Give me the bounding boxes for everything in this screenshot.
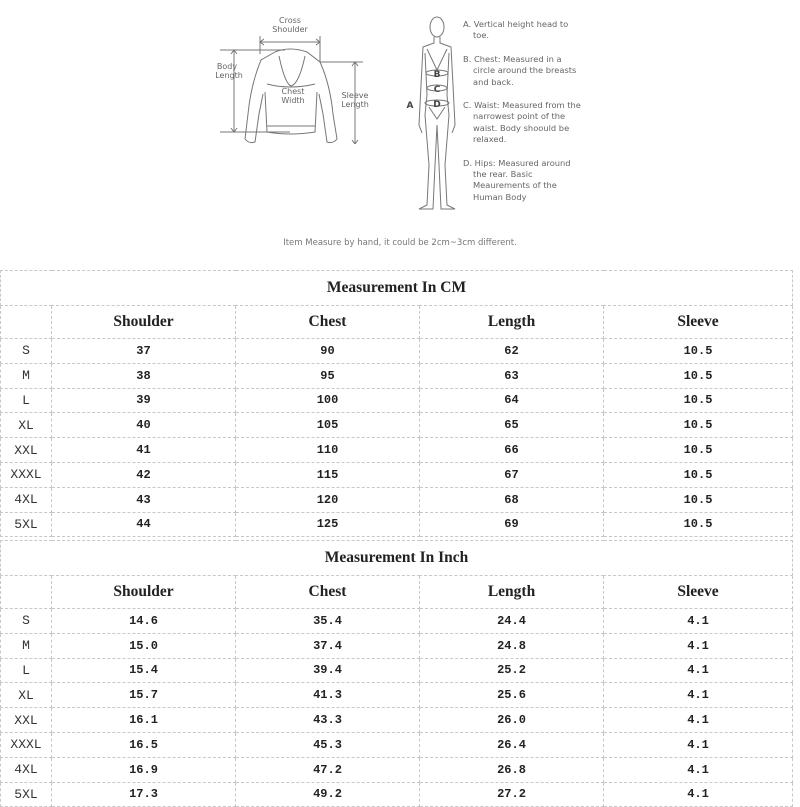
measurement-cell: 15.0	[52, 633, 236, 658]
measurement-cell: 10.5	[604, 462, 793, 487]
measurement-cell: 14.6	[52, 609, 236, 634]
measurement-cell: 16.9	[52, 757, 236, 782]
size-label: 4XL	[1, 487, 52, 512]
measurement-cell: 105	[236, 413, 420, 438]
table-row	[1, 388, 793, 413]
measurement-cell: 15.4	[52, 658, 236, 683]
measurement-cell: 41	[52, 438, 236, 463]
svg-text:Length: Length	[341, 100, 369, 109]
table-row	[1, 363, 793, 388]
measurement-cell: 4.1	[604, 609, 793, 634]
size-table-cm	[0, 270, 793, 537]
measurement-cell: 68	[420, 487, 604, 512]
size-label: XXXL	[1, 732, 52, 757]
measurement-cell: 47.2	[236, 757, 420, 782]
size-label: S	[1, 609, 52, 634]
measurement-cell: 4.1	[604, 633, 793, 658]
measurement-cell: 4.1	[604, 757, 793, 782]
measurement-cell: 10.5	[604, 413, 793, 438]
note-a: A. Vertical height head to toe.	[463, 19, 569, 41]
size-label: XXL	[1, 438, 52, 463]
svg-text:Body: Body	[216, 62, 238, 71]
measurement-cell: 4.1	[604, 782, 793, 807]
measurement-cell: 90	[236, 339, 420, 364]
measurement-cell: 42	[52, 462, 236, 487]
svg-text:B: B	[433, 70, 441, 80]
measurement-cell: 120	[236, 487, 420, 512]
header-cell: Sleeve	[604, 576, 793, 609]
table-row	[1, 512, 793, 537]
note-c: C. Waist: Measured from the narrowest point of the waist. Body shoould be relaxed.	[463, 100, 581, 145]
measurement-cell: 66	[420, 438, 604, 463]
measurement-cell: 39.4	[236, 658, 420, 683]
svg-text:D: D	[433, 100, 441, 110]
table-row	[1, 413, 793, 438]
measurement-cell: 43	[52, 487, 236, 512]
header-cell: Shoulder	[52, 576, 236, 609]
note-b: B. Chest: Measured in a circle around the breasts and back.	[463, 53, 577, 87]
size-label: XXL	[1, 708, 52, 733]
measurement-cell: 63	[420, 363, 604, 388]
header-cell: Shoulder	[52, 306, 236, 339]
measurement-cell: 69	[420, 512, 604, 537]
size-label: L	[1, 658, 52, 683]
table-row	[1, 633, 793, 658]
size-label: XL	[1, 413, 52, 438]
table-row	[1, 708, 793, 733]
measurement-cell: 4.1	[604, 732, 793, 757]
measurement-cell: 26.4	[420, 732, 604, 757]
measurement-cell: 40	[52, 413, 236, 438]
header-cell: Chest	[236, 306, 420, 339]
measurement-cell: 44	[52, 512, 236, 537]
measurement-cell: 16.1	[52, 708, 236, 733]
measurement-cell: 4.1	[604, 658, 793, 683]
table-header-row	[1, 306, 793, 339]
measurement-cell: 67	[420, 462, 604, 487]
measurement-cell: 4.1	[604, 708, 793, 733]
measurement-cell: 115	[236, 462, 420, 487]
svg-text:Length: Length	[215, 71, 243, 80]
measurement-cell: 37.4	[236, 633, 420, 658]
svg-text:Sleeve: Sleeve	[341, 91, 369, 100]
header-cell: Length	[420, 576, 604, 609]
size-label: M	[1, 633, 52, 658]
measurement-cell: 100	[236, 388, 420, 413]
measurement-cell: 110	[236, 438, 420, 463]
table-row	[1, 438, 793, 463]
measurement-cell: 95	[236, 363, 420, 388]
table-title: Measurement In CM	[1, 271, 793, 306]
garment-sketch-icon	[215, 14, 375, 144]
table-row	[1, 732, 793, 757]
measurement-cell: 35.4	[236, 609, 420, 634]
note-d: D. Hips: Measured around the rear. Basic Meaurements of the Human Body	[463, 157, 571, 202]
measurement-cell: 24.4	[420, 609, 604, 634]
measurement-cell: 39	[52, 388, 236, 413]
size-label: XL	[1, 683, 52, 708]
size-label: 5XL	[1, 782, 52, 807]
table-title: Measurement In Inch	[1, 541, 793, 576]
header-cell	[1, 306, 52, 339]
size-label: S	[1, 339, 52, 364]
table-header-row	[1, 576, 793, 609]
table-row	[1, 339, 793, 364]
measurement-cell: 26.0	[420, 708, 604, 733]
table-row	[1, 487, 793, 512]
size-label: L	[1, 388, 52, 413]
human-body-figure-icon	[405, 15, 465, 215]
svg-text:Cross: Cross	[279, 16, 301, 25]
size-label: XXXL	[1, 462, 52, 487]
measurement-cell: 65	[420, 413, 604, 438]
measurement-cell: 26.8	[420, 757, 604, 782]
svg-text:Width: Width	[281, 96, 305, 105]
header-cell: Sleeve	[604, 306, 793, 339]
measurement-cell: 10.5	[604, 388, 793, 413]
measurement-cell: 45.3	[236, 732, 420, 757]
measurement-cell: 43.3	[236, 708, 420, 733]
table-row	[1, 683, 793, 708]
measurement-cell: 62	[420, 339, 604, 364]
measurement-disclaimer: Item Measure by hand, it could be 2cm~3cm different.	[283, 238, 517, 248]
measurement-cell: 24.8	[420, 633, 604, 658]
measurement-diagram	[0, 0, 800, 260]
svg-text:A: A	[406, 101, 414, 111]
body-measurement-notes	[463, 19, 583, 215]
measurement-cell: 10.5	[604, 438, 793, 463]
measurement-cell: 25.2	[420, 658, 604, 683]
table-row	[1, 609, 793, 634]
measurement-cell: 64	[420, 388, 604, 413]
measurement-cell: 49.2	[236, 782, 420, 807]
measurement-cell: 125	[236, 512, 420, 537]
table-row	[1, 757, 793, 782]
measurement-cell: 10.5	[604, 339, 793, 364]
measurement-cell: 10.5	[604, 512, 793, 537]
measurement-cell: 25.6	[420, 683, 604, 708]
table-row	[1, 658, 793, 683]
measurement-cell: 16.5	[52, 732, 236, 757]
size-label: 4XL	[1, 757, 52, 782]
measurement-cell: 27.2	[420, 782, 604, 807]
svg-text:C: C	[433, 85, 441, 95]
table-row	[1, 462, 793, 487]
size-table-inch	[0, 540, 793, 807]
measurement-cell: 37	[52, 339, 236, 364]
size-label: 5XL	[1, 512, 52, 537]
size-label: M	[1, 363, 52, 388]
svg-text:Shoulder: Shoulder	[272, 25, 308, 34]
header-cell	[1, 576, 52, 609]
measurement-cell: 4.1	[604, 683, 793, 708]
measurement-cell: 10.5	[604, 487, 793, 512]
svg-text:Chest: Chest	[281, 87, 305, 96]
header-cell: Chest	[236, 576, 420, 609]
table-row	[1, 782, 793, 807]
measurement-cell: 38	[52, 363, 236, 388]
header-cell: Length	[420, 306, 604, 339]
measurement-cell: 17.3	[52, 782, 236, 807]
measurement-cell: 41.3	[236, 683, 420, 708]
measurement-cell: 10.5	[604, 363, 793, 388]
measurement-cell: 15.7	[52, 683, 236, 708]
